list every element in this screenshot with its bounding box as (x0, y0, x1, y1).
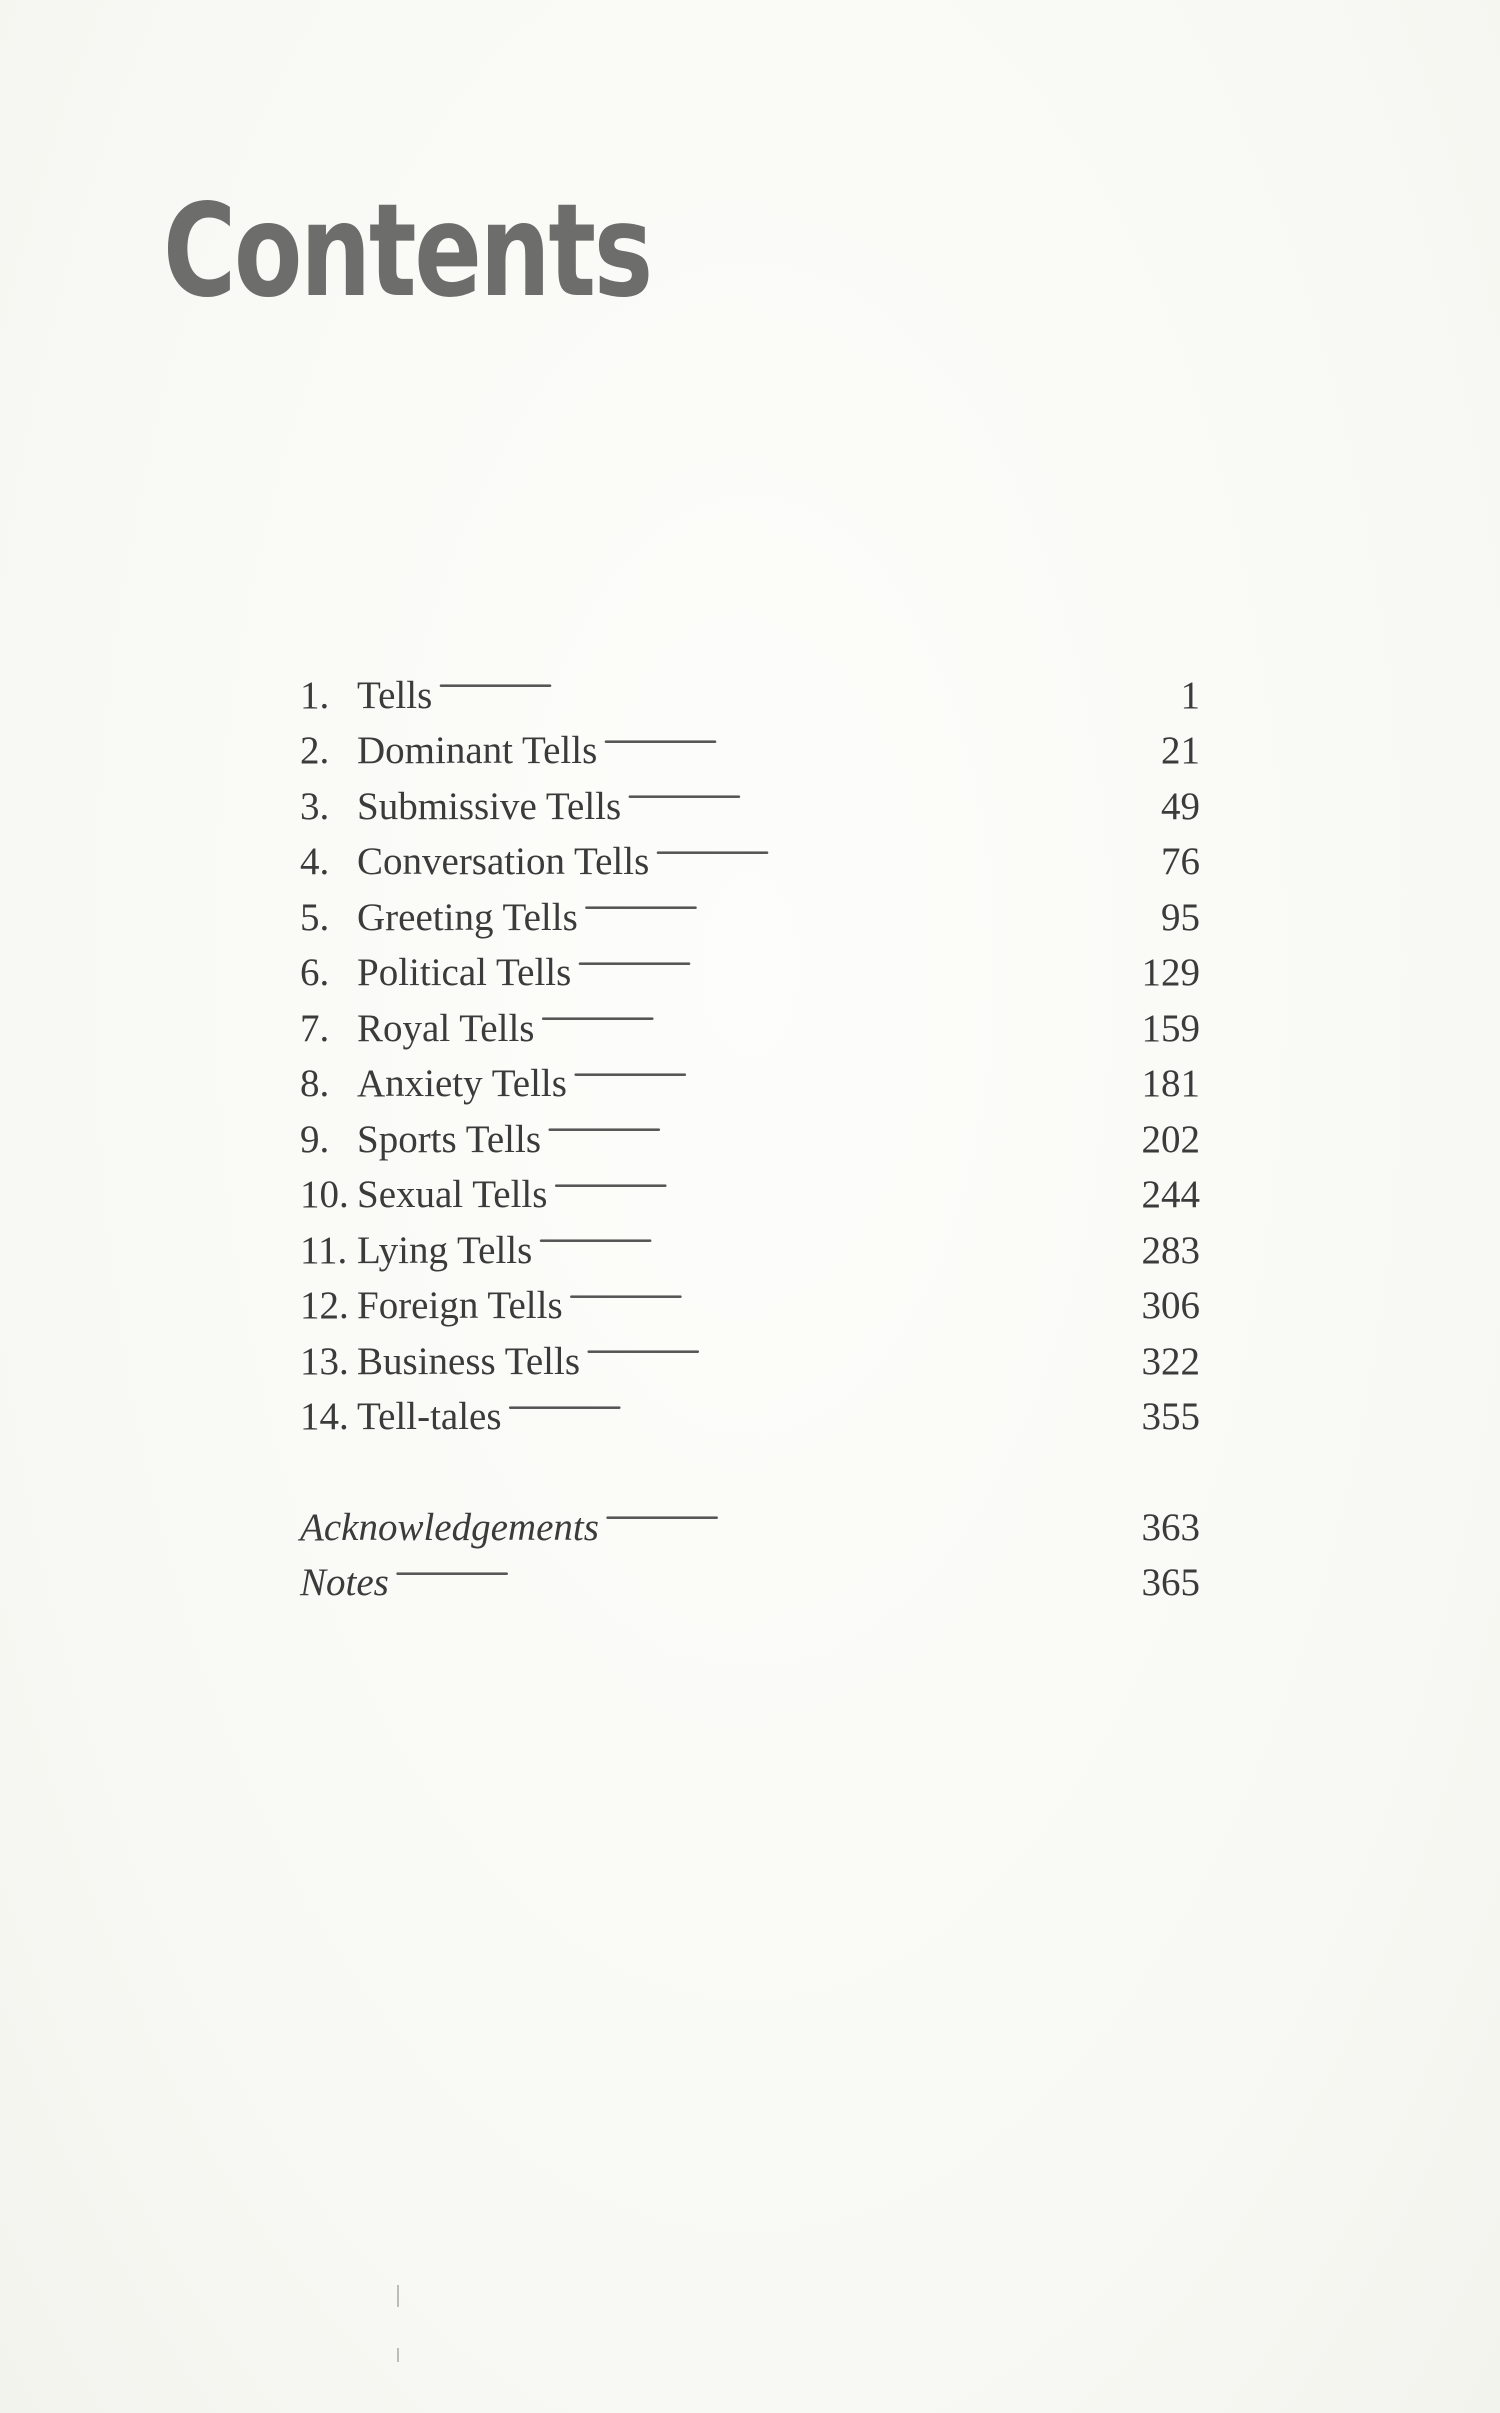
chapter-number: 10. (300, 1173, 349, 1216)
chapter-list (300, 652, 1200, 1438)
page-number: 76 (1161, 840, 1200, 883)
entry-title: Foreign Tells (357, 1284, 563, 1327)
dot-leader (627, 763, 1154, 819)
dot-leader (395, 1540, 1136, 1596)
page-number: 181 (1141, 1062, 1200, 1105)
scan-mark (397, 2348, 399, 2362)
dot-leader (655, 819, 1154, 875)
toc-entry (300, 652, 1200, 717)
toc-entry (300, 1484, 1200, 1549)
dot-leader (547, 1096, 1136, 1152)
dot-leader (603, 708, 1154, 764)
entry-title: Anxiety Tells (357, 1062, 567, 1105)
page-number: 363 (1141, 1505, 1200, 1549)
entry-title: Tell-tales (357, 1395, 502, 1438)
dot-leader (586, 1318, 1136, 1374)
page-number: 365 (1141, 1561, 1200, 1604)
chapter-number: 14. (300, 1395, 349, 1438)
entry-title: Dominant Tells (357, 729, 598, 772)
back-matter-list (300, 1484, 1200, 1604)
page-number: 129 (1141, 951, 1200, 994)
entry-title: Sexual Tells (357, 1173, 548, 1216)
toc-entry (300, 1540, 1200, 1604)
scan-mark (397, 2285, 399, 2307)
page-number: 244 (1141, 1173, 1200, 1216)
dot-leader (553, 1152, 1135, 1208)
dot-leader (605, 1484, 1136, 1540)
page-title: Contents (163, 177, 651, 326)
entry-title: Lying Tells (357, 1228, 533, 1272)
page-number: 202 (1141, 1117, 1200, 1161)
page-number: 159 (1141, 1006, 1200, 1050)
page-number: 21 (1161, 729, 1200, 772)
entry-title: Greeting Tells (357, 895, 578, 939)
dot-leader (584, 874, 1154, 930)
chapter-number: 8. (300, 1062, 330, 1105)
chapter-number: 4. (300, 840, 330, 883)
chapter-number: 1. (300, 673, 330, 717)
chapter-number: 7. (300, 1006, 330, 1050)
table-of-contents (300, 652, 1200, 1604)
entry-title: Political Tells (357, 951, 572, 994)
page-number: 1 (1180, 673, 1200, 717)
dot-leader (540, 985, 1135, 1041)
dot-leader (538, 1207, 1135, 1263)
chapter-number: 13. (300, 1339, 349, 1383)
toc-entry (300, 708, 1200, 772)
page-number: 355 (1141, 1395, 1200, 1438)
dot-leader (508, 1374, 1136, 1430)
page-number: 306 (1141, 1284, 1200, 1327)
dot-leader (569, 1263, 1136, 1319)
entry-title: Acknowledgements (300, 1505, 599, 1549)
chapter-number: 3. (300, 784, 330, 828)
dot-leader (438, 652, 1154, 708)
chapter-number: 2. (300, 729, 330, 772)
chapter-number: 5. (300, 895, 330, 939)
page-number: 95 (1161, 895, 1200, 939)
entry-title: Conversation Tells (357, 840, 650, 883)
page-number: 49 (1161, 784, 1200, 828)
page-number: 322 (1141, 1339, 1200, 1383)
dot-leader (573, 1041, 1136, 1097)
dot-leader (577, 930, 1135, 986)
chapter-number: 9. (300, 1117, 330, 1161)
chapter-number: 11. (300, 1228, 348, 1272)
chapter-number: 6. (300, 951, 330, 994)
entry-title: Business Tells (357, 1339, 580, 1383)
entry-title: Royal Tells (357, 1006, 535, 1050)
entry-title: Notes (300, 1561, 389, 1604)
entry-title: Submissive Tells (357, 784, 622, 828)
page-number: 283 (1141, 1228, 1200, 1272)
entry-title: Tells (357, 673, 433, 717)
chapter-number: 12. (300, 1284, 349, 1327)
entry-title: Sports Tells (357, 1117, 541, 1161)
